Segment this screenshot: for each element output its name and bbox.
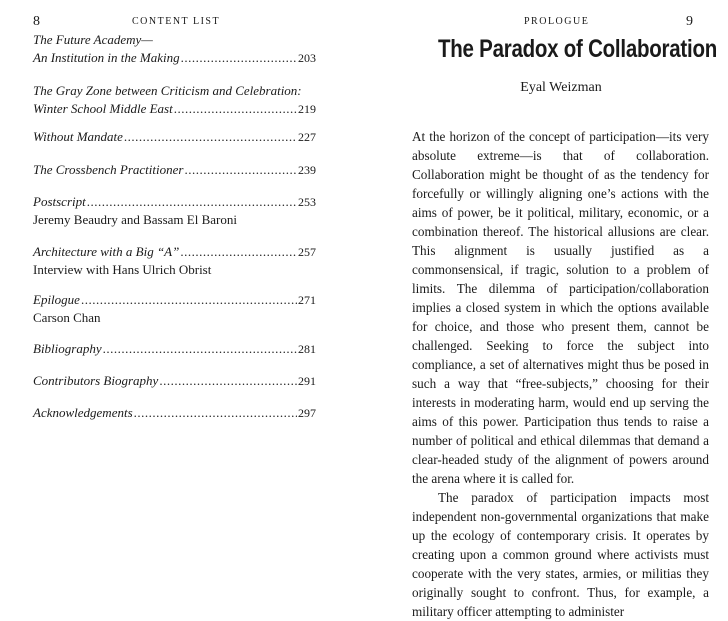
toc-page-number: 203: [298, 51, 316, 65]
toc-title: Bibliography: [33, 341, 102, 356]
toc-title: Winter School Middle East: [33, 101, 173, 116]
toc-leader: [103, 340, 297, 358]
toc-page-number: 281: [298, 342, 316, 356]
toc-page-number: 219: [298, 102, 316, 116]
toc-title: Architecture with a Big “A”: [33, 244, 180, 259]
toc-leader: [87, 193, 297, 211]
toc-page-number: 297: [298, 406, 316, 420]
left-folio: 8: [33, 14, 40, 29]
toc-leader: [124, 128, 297, 146]
toc-page-number: 271: [298, 293, 316, 307]
toc-title: Contributors Biography: [33, 373, 159, 388]
right-page: [364, 0, 728, 619]
toc-entry[interactable]: [33, 128, 316, 146]
toc-title: Without Mandate: [33, 129, 123, 144]
toc-entry[interactable]: [33, 193, 316, 229]
toc-title: Postscript: [33, 194, 86, 209]
toc-page-number: 291: [298, 374, 316, 388]
body-paragraph: The paradox of participation impacts most independent non-governmental organizations that make up the ecology of contemporary crisis. It operates by creating upon a common ground where activists must cooperate with the very states, armies, or militias they originally sought to confront. Thus, for example, a military officer attempting to administer: [412, 490, 709, 619]
toc-title: The Future Academy—: [33, 32, 153, 47]
toc-title: Acknowledgements: [33, 405, 133, 420]
toc-entry[interactable]: [33, 340, 316, 358]
right-folio: 9: [686, 14, 693, 29]
toc-entry[interactable]: [33, 82, 316, 118]
chapter-title: The Paradox of Collaboration: [438, 35, 718, 63]
toc-title: The Crossbench Practitioner: [33, 162, 184, 177]
toc-page-number: 253: [298, 195, 316, 209]
toc-title: An Institution in the Making: [33, 50, 180, 65]
toc-entry[interactable]: [33, 243, 316, 279]
toc-entry[interactable]: [33, 404, 316, 422]
body-paragraph: At the horizon of the concept of participation—its very absolute extreme—is that of collaboration. Collaboration might be thought of as the tendency for forcefully or willingly aligning one’s actions with the aims of power, be it political, military, economic, or a combination thereof. The historical allusions are clear. This alignment is usually justified as a commonsensical, if tragic, solution to a problem of limits. The dilemma of participation/collaboration implies a closed system in which the options available for choice, and those who present them, cannot be challenged. Seeking to force the subject into compliance, a set of alternatives might thus be posed in such a way that “free-subjects,” choosing for their interests in moderating harm, would end up serving the aims of this power. Participation thus tends to raise a number of political and ethical dilemmas that demand a clear-headed study of the alignment of powers around the arena where it is called for.: [412, 129, 709, 486]
toc-entry[interactable]: [33, 31, 316, 67]
toc-page-number: 257: [298, 245, 316, 259]
toc-title: Epilogue: [33, 292, 80, 307]
toc-page-number: 239: [298, 163, 316, 177]
toc-leader: [174, 100, 297, 118]
toc-entry[interactable]: [33, 161, 316, 179]
left-running-head: CONTENT LIST: [132, 16, 221, 27]
toc-page-number: 227: [298, 130, 316, 144]
toc-leader: [159, 372, 297, 390]
toc-leader: [81, 291, 297, 309]
toc-leader: [180, 243, 297, 261]
toc-title: The Gray Zone between Criticism and Celebration:: [33, 83, 302, 98]
toc-entry[interactable]: [33, 372, 316, 390]
chapter-author: Eyal Weizman: [520, 80, 602, 95]
toc-author: Carson Chan: [33, 310, 101, 325]
body-text: [412, 127, 709, 621]
toc-leader: [184, 161, 297, 179]
right-running-head: PROLOGUE: [524, 16, 590, 27]
toc-leader: [181, 49, 297, 67]
toc-author: Jeremy Beaudry and Bassam El Baroni: [33, 212, 237, 227]
left-page: [0, 0, 364, 584]
toc-entry[interactable]: [33, 291, 316, 327]
toc-author: Interview with Hans Ulrich Obrist: [33, 262, 212, 277]
toc-leader: [134, 404, 297, 422]
